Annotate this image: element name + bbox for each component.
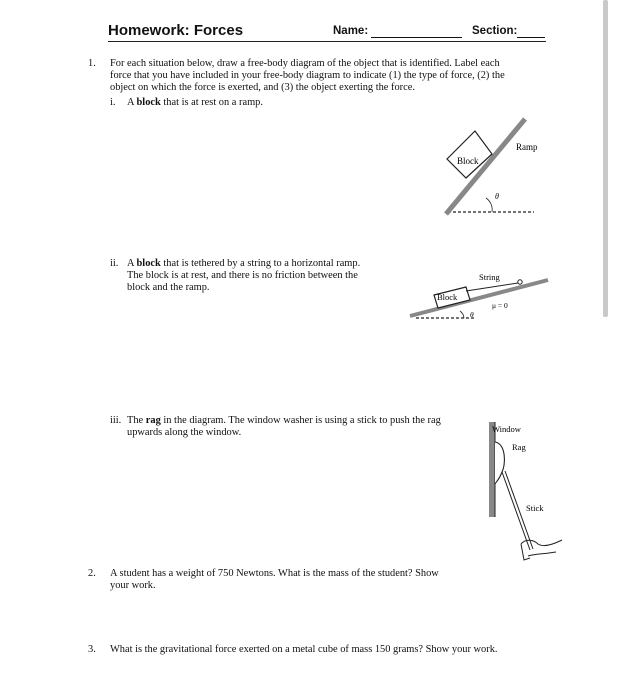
- string-label: String: [479, 272, 500, 282]
- q1-i-text: [127, 97, 263, 109]
- anchor-point: [518, 280, 522, 284]
- q2-number: 2.: [88, 568, 96, 579]
- window-wall: [489, 422, 495, 517]
- q1-i-suffix: that is at rest on a ramp.: [160, 97, 263, 108]
- q1-ii-line-3: block and the ramp.: [127, 282, 210, 293]
- section-label: Section:: [472, 25, 518, 37]
- q1-ii-prefix: A: [127, 258, 137, 269]
- q1-text-line-2: force that you have included in your free-body diagram to indicate (1) the type of force, (2) the: [110, 70, 505, 81]
- q1-i-prefix: A: [127, 97, 137, 108]
- name-label: Name:: [333, 25, 369, 37]
- q1-text-line-1: For each situation below, draw a free-body diagram of the object that is identified. Label each: [110, 58, 500, 69]
- mu-label: μ = 0: [492, 301, 508, 310]
- block-label: Block: [457, 156, 479, 166]
- q1-ii-suffix: that is tethered by a string to a horizontal ramp.: [160, 258, 361, 269]
- window-label: Window: [492, 424, 521, 434]
- q1-iii-prefix: The: [127, 415, 146, 426]
- q3-number: 3.: [88, 644, 96, 655]
- tethered-block-figure: [406, 266, 556, 330]
- q2-line-2: your work.: [110, 580, 156, 591]
- name-blank: [371, 37, 462, 38]
- q1-iii-numeral: iii.: [110, 415, 122, 426]
- block-shape: [447, 131, 492, 178]
- q1-text-line-3: object on which the force is exerted, and (3) the object exerting the force.: [110, 82, 415, 93]
- angle-arc: [486, 198, 492, 212]
- q1-ii-line-2: The block is at rest, and there is no friction between the: [127, 270, 358, 281]
- page-title: Homework: Forces: [108, 22, 244, 39]
- q1-number: 1.: [88, 58, 96, 69]
- q3-line-1: What is the gravitational force exerted on a metal cube of mass 150 grams? Show your work.: [110, 644, 498, 655]
- ramp-incline-2: [410, 280, 548, 316]
- ramp-block-figure: [438, 112, 548, 222]
- q1-i-bold: block: [136, 97, 161, 108]
- stick-label: Stick: [526, 503, 544, 513]
- q1-iii-bold: rag: [145, 415, 161, 426]
- theta-label: θ: [495, 192, 499, 201]
- q1-i-numeral: i.: [110, 97, 116, 108]
- rag-label: Rag: [512, 442, 526, 452]
- angle-arc-2: [460, 311, 464, 318]
- ramp-label: Ramp: [516, 142, 538, 152]
- q1-ii-line-1: [127, 258, 360, 270]
- q1-ii-numeral: ii.: [110, 258, 119, 269]
- q1-iii-suffix: in the diagram. The window washer is using a stick to push the rag: [160, 415, 441, 426]
- q1-iii-line-2: upwards along the window.: [127, 427, 242, 438]
- header-rule: [108, 41, 546, 42]
- block-label-2: Block: [437, 292, 458, 302]
- q1-iii-line-1: [127, 415, 441, 427]
- q2-line-1: A student has a weight of 750 Newtons. What is the mass of the student? Show: [110, 568, 439, 579]
- theta-label-2: θ: [470, 310, 474, 319]
- scrollbar[interactable]: [603, 0, 608, 317]
- section-blank: [517, 37, 545, 38]
- q1-ii-bold: block: [136, 258, 161, 269]
- rag-shape: [495, 442, 504, 484]
- window-washer-figure: [486, 414, 566, 570]
